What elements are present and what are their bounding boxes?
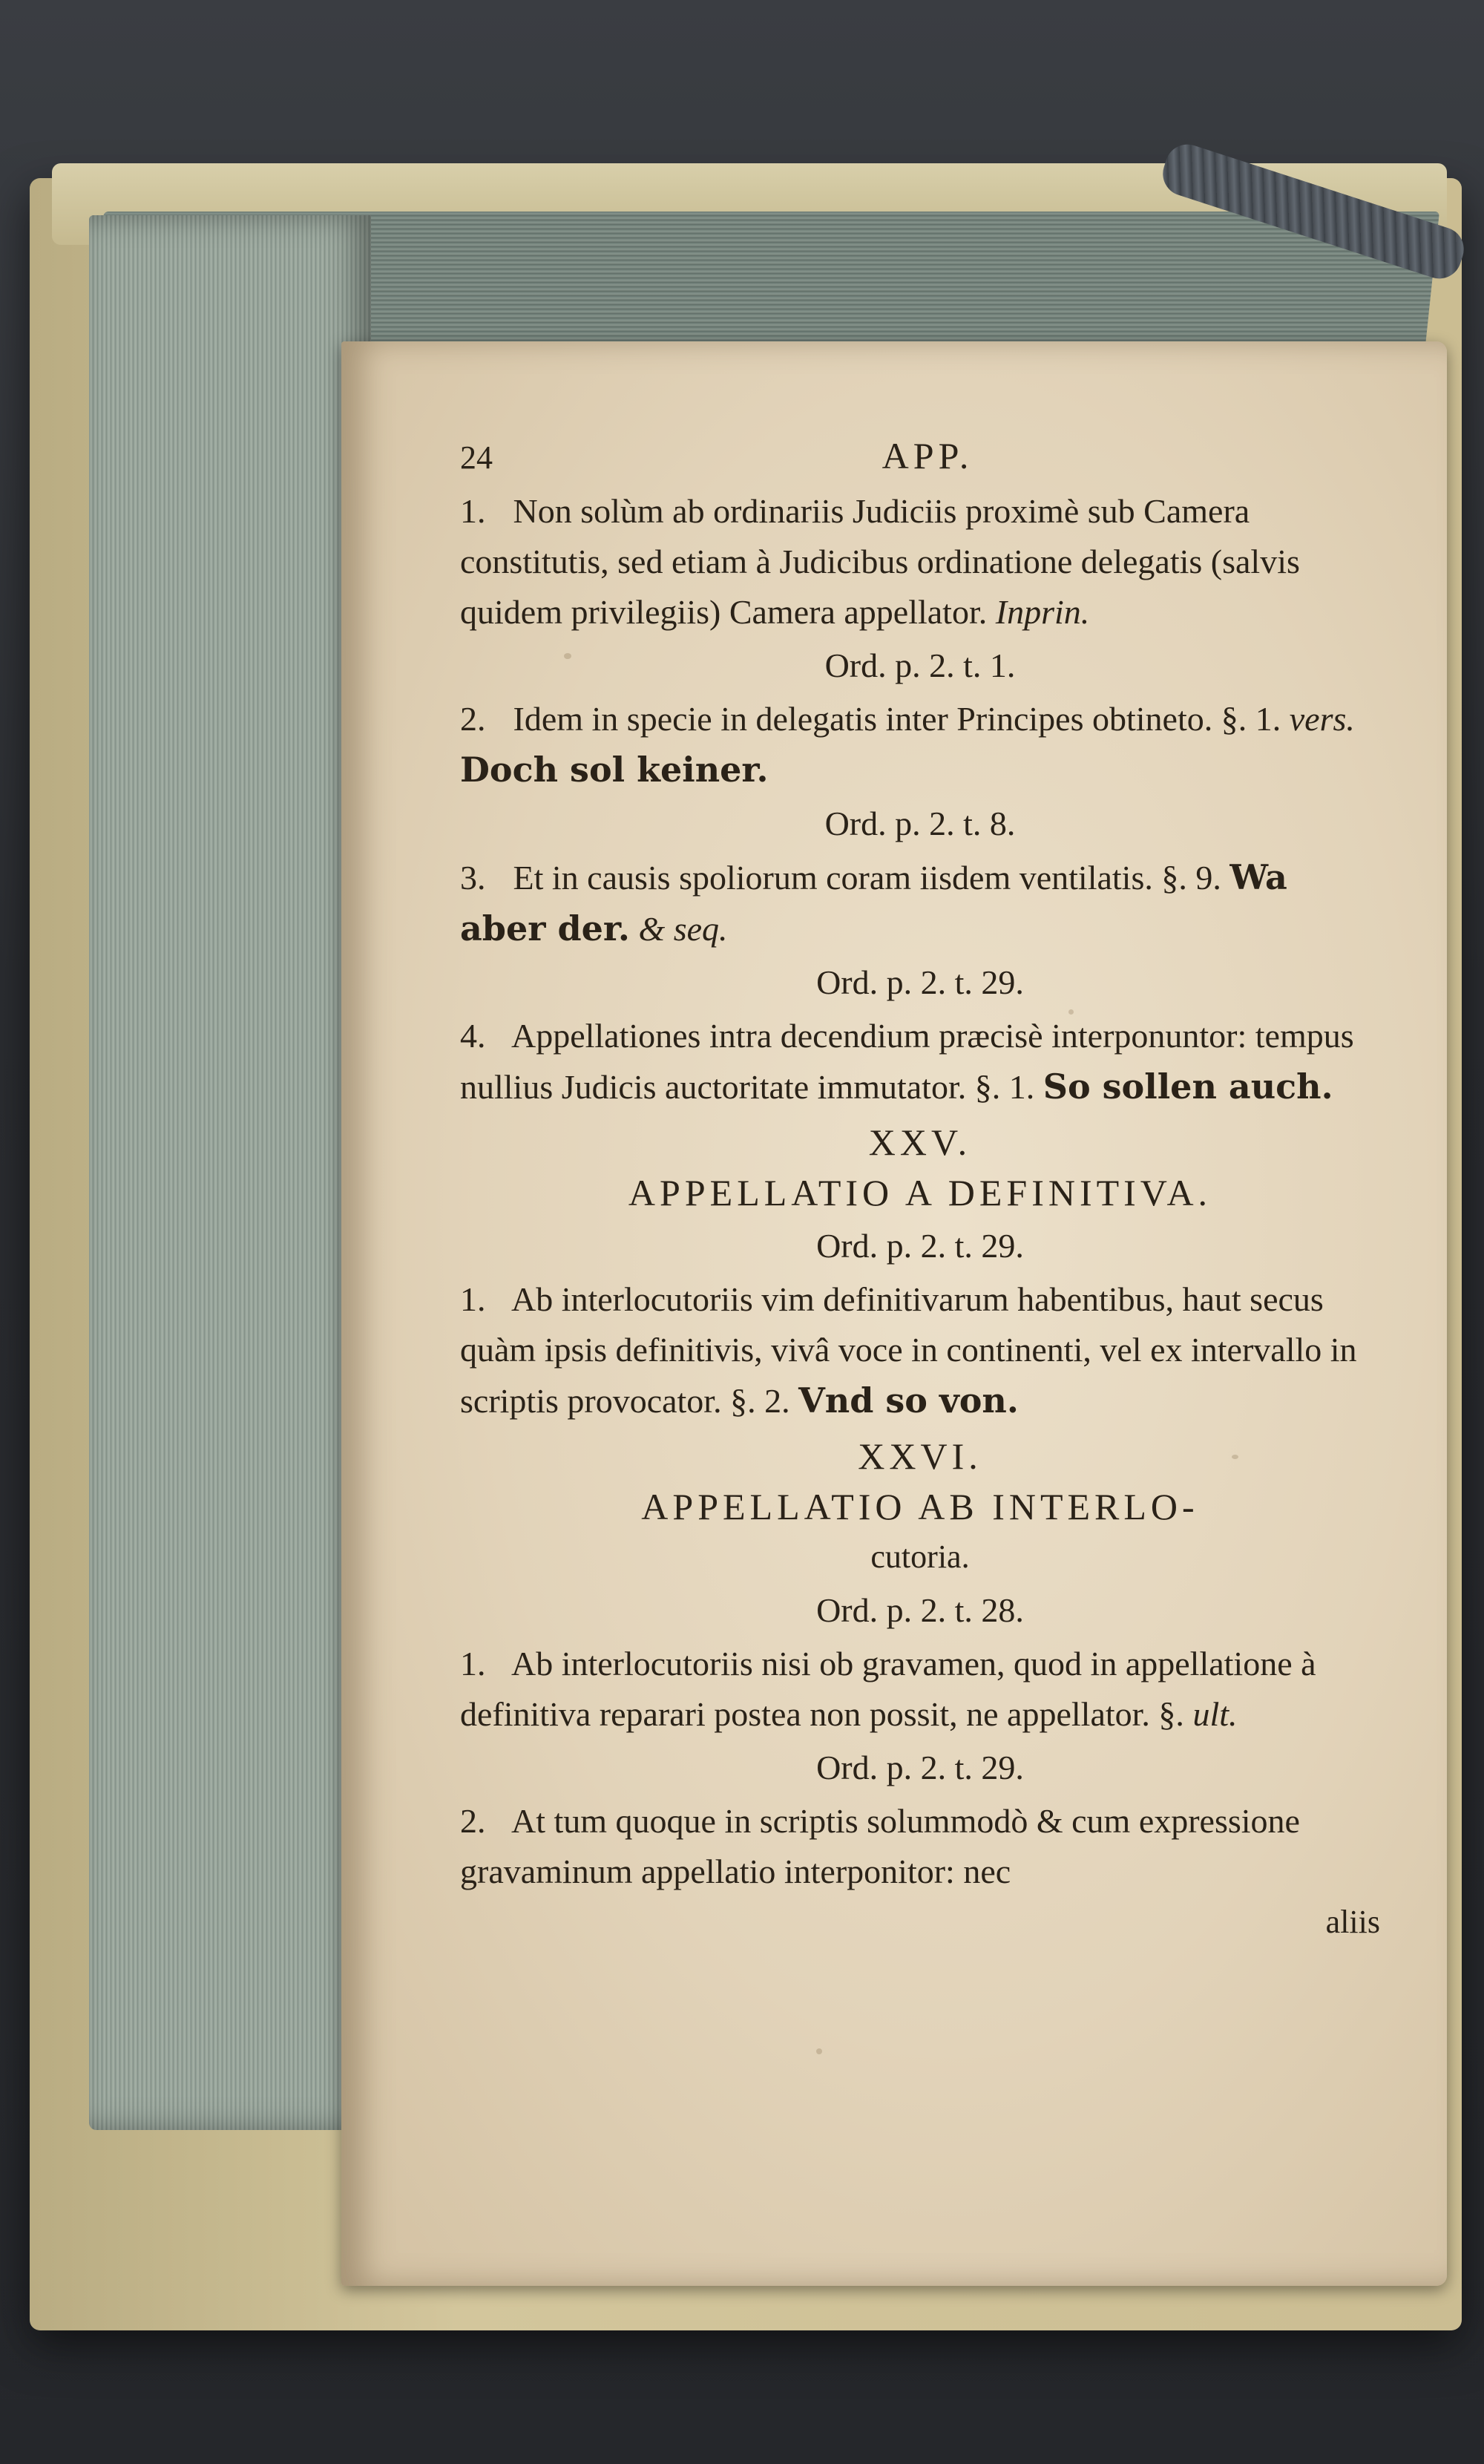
ordinance-reference: Ord. p. 2. t. 1. (824, 646, 1016, 684)
page-number: 24 (460, 439, 493, 476)
german-quote: Vnd so von. (798, 1380, 1019, 1421)
paragraph-number: 2. (460, 1802, 486, 1840)
paragraph-number: 2. (460, 700, 486, 738)
paragraph-text: Appellationes intra decendium præcisè interponuntor: tempus nullius Judicis auctoritate immutator. §. 1. (460, 1017, 1354, 1106)
german-quote: So sollen auch. (1043, 1066, 1333, 1107)
paper-speck (816, 2048, 822, 2054)
paragraph-5 (460, 1274, 1380, 1426)
page-header (460, 430, 1380, 483)
ordinance-reference: Ord. p. 2. t. 29. (816, 1749, 1024, 1786)
paragraph-text: Idem in specie in delegatis inter Principes obtinetο. §. 1. (513, 700, 1281, 738)
ordinance-reference: Ord. p. 2. t. 29. (816, 963, 1024, 1001)
ordinance-reference: Ord. p. 2. t. 8. (824, 805, 1016, 842)
paragraph-italic: ult. (1192, 1695, 1238, 1733)
paragraph-4 (460, 1011, 1380, 1113)
german-quote: Doch sol keiner. (460, 750, 769, 790)
paragraph-6 (460, 1639, 1380, 1740)
paragraph-7 (460, 1796, 1380, 1897)
section-number: XXV. (868, 1121, 972, 1163)
section-title: APPELLATIO AB INTERLO- (641, 1486, 1199, 1527)
paragraph-number: 1. (460, 492, 486, 530)
paragraph-text: Non solùm ab ordinariis Judiciis proximè sub Camera constitutis, sed etiam à Judicibus ordinatione delegatis (salvis quidem privilegiis) Camera appellator. (460, 492, 1300, 631)
ordinance-reference: Ord. p. 2. t. 29. (816, 1227, 1024, 1265)
paragraph-text: At tum quoque in scriptis solummodò & cum expressione gravaminum appellatio interponitor: nec (460, 1802, 1300, 1890)
catchword: aliis (1325, 1904, 1380, 1940)
paragraph-number: 3. (460, 859, 486, 897)
running-head: APP. (881, 435, 974, 476)
paragraph-number: 4. (460, 1017, 486, 1055)
german-quote: Wa aber der. (460, 857, 1287, 948)
ordinance-reference: Ord. p. 2. t. 28. (816, 1591, 1024, 1629)
section-title: APPELLATIO A DEFINITIVA. (628, 1172, 1212, 1213)
paragraph-number: 1. (460, 1645, 486, 1682)
paragraph-1 (460, 486, 1380, 638)
page-text (460, 430, 1380, 1947)
paragraph-2 (460, 694, 1380, 796)
section-subtitle: cutoria. (870, 1539, 970, 1575)
page-block-edge (89, 215, 371, 2130)
section-number: XXVI. (858, 1435, 982, 1477)
paragraph-text: Et in causis spoliorum coram iisdem ventilatis. §. 9. (513, 859, 1221, 897)
paragraph-text: Ab interlocutoriis nisi ob gravamen, quod in appellatione à definitiva reparari postea non possit, ne appellator. §. (460, 1645, 1316, 1733)
paragraph-italic: Inprin. (995, 593, 1090, 631)
paragraph-3 (460, 852, 1380, 954)
paragraph-italic: vers. (1289, 700, 1355, 738)
paragraph-italic: & seq. (638, 910, 728, 948)
paragraph-number: 1. (460, 1280, 486, 1318)
paragraph-text: Ab interlocutoriis vim definitivarum habentibus, haut secus quàm ipsis definitivis, vivâ voce in continenti, vel ex intervallo in scriptis provocator. §. 2. (460, 1280, 1357, 1420)
